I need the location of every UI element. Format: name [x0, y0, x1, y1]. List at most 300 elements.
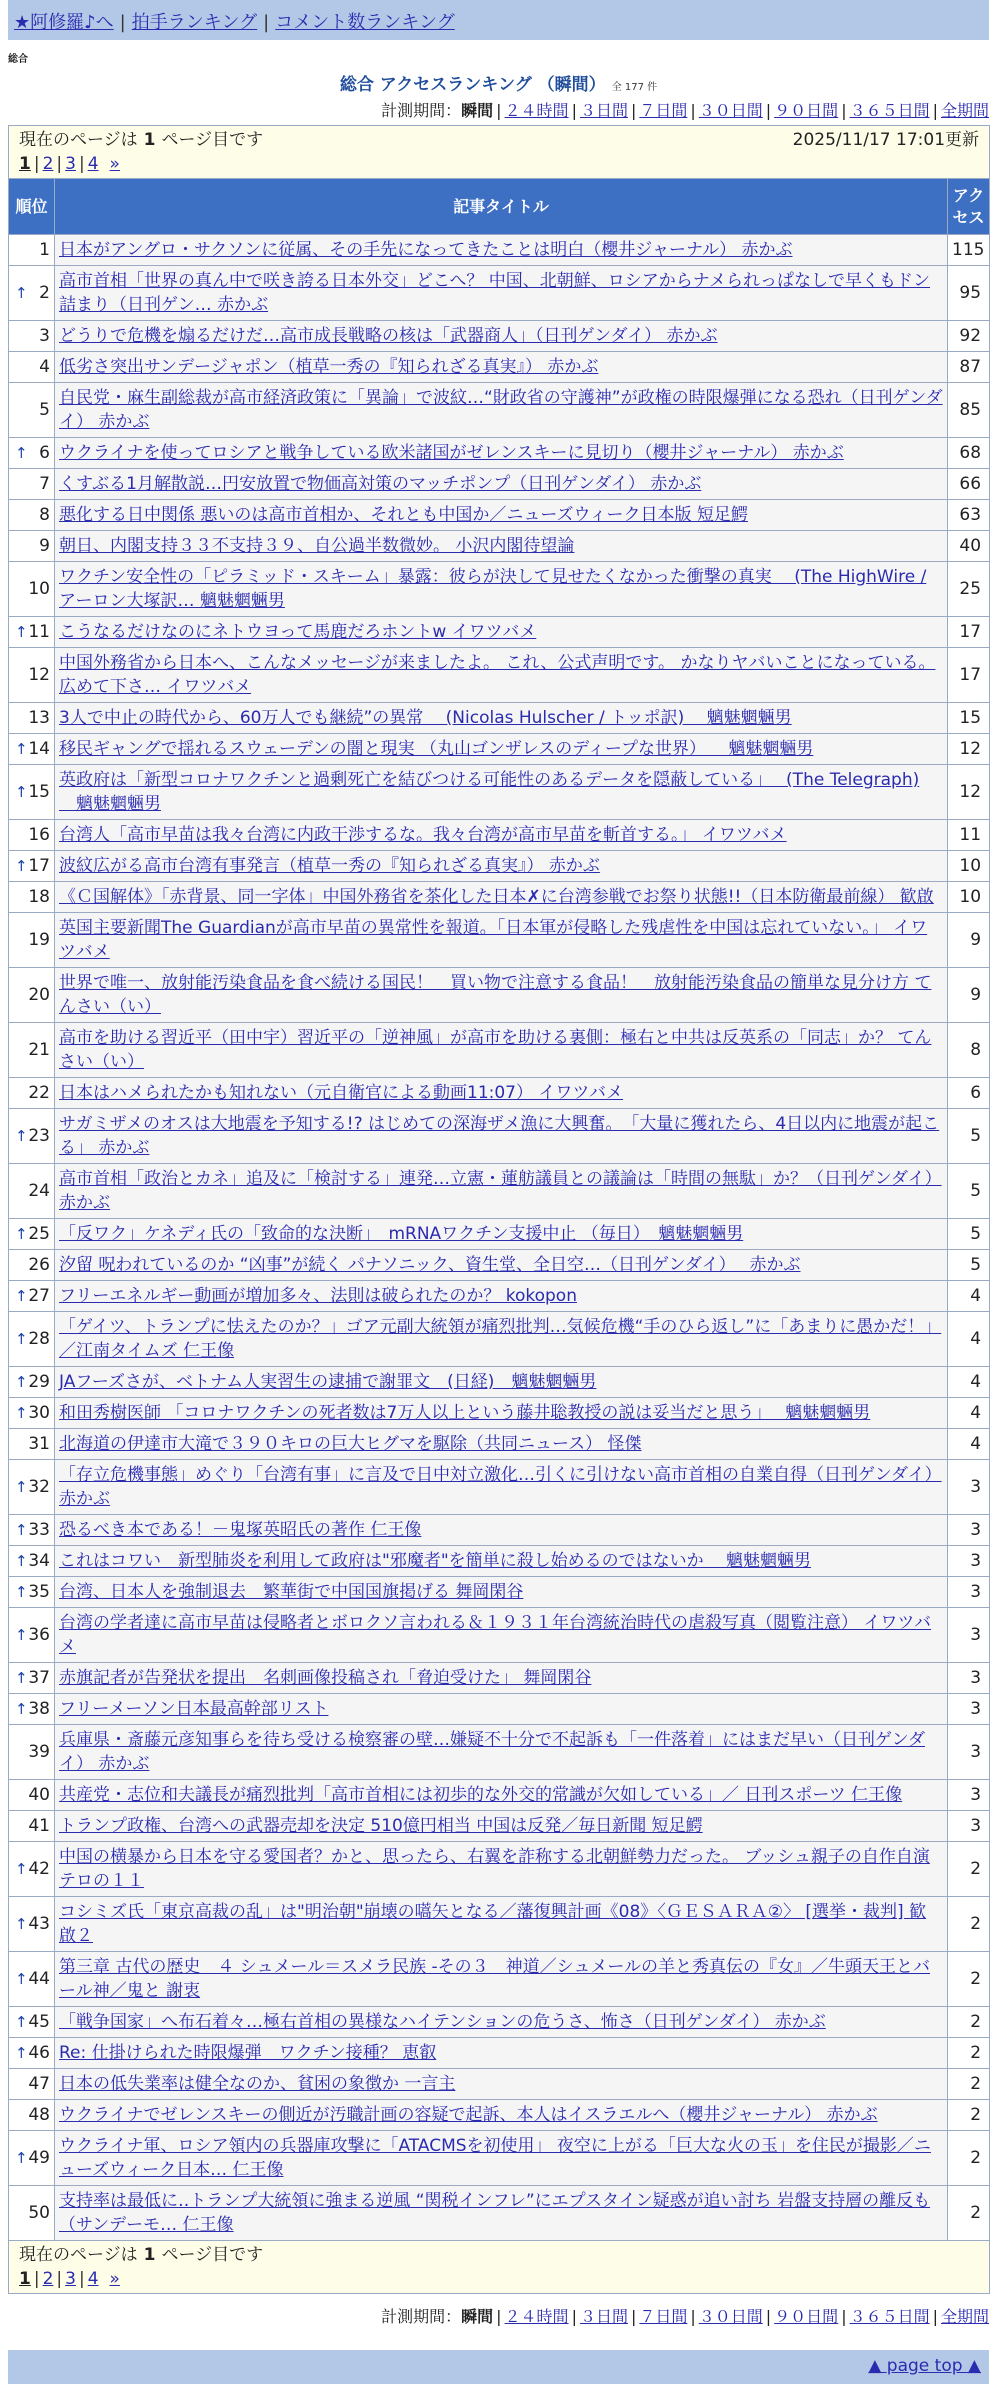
article-link[interactable]: くすぶる1月解散説…円安放置で物価高対策のマッチポンプ（日刊ゲンダイ） 赤かぶ: [59, 474, 702, 494]
article-link[interactable]: 兵庫県・斎藤元彦知事らを待ち受ける検察審の壁…嫌疑不十分で不起訴も「一件落着」にはまだ早い（日刊ゲンダイ） 赤かぶ: [59, 1730, 925, 1774]
article-link[interactable]: 3人で中止の時代から、60万人でも継続”の異常 (Nicolas Hulscher / トッポ訳) 魑魅魍魎男: [59, 708, 792, 728]
table-row: [9, 913, 990, 968]
article-link[interactable]: 世界で唯一、放射能汚染食品を食べ続ける国民！ 買い物で注意する食品！ 放射能汚染食品の簡単な見分け方 てんさい（い）: [59, 973, 932, 1017]
top-nav-bar: [8, 0, 989, 40]
period-link[interactable]: ７日間: [639, 101, 688, 120]
clap-ranking-link[interactable]: 拍手ランキング: [131, 12, 258, 33]
access-count: 40: [948, 531, 990, 562]
access-count: 66: [948, 469, 990, 500]
rank-up-arrow-icon: ↑: [15, 1225, 28, 1243]
rank-cell: [9, 438, 55, 469]
table-row: [9, 617, 990, 648]
page-separator: |: [56, 154, 63, 174]
period-link[interactable]: ３日間: [579, 101, 628, 120]
table-row: [9, 1811, 990, 1842]
period-link[interactable]: ３０日間: [698, 101, 763, 120]
current-page-number: 1: [19, 154, 31, 174]
article-link[interactable]: 恐るべき本である！－鬼塚英昭氏の著作 仁王像: [59, 1520, 422, 1540]
title-cell: [55, 1078, 948, 1109]
title-cell: [55, 2069, 948, 2100]
page-link[interactable]: 3: [65, 154, 76, 174]
ranking-heading: [0, 70, 997, 95]
rank-number: 6: [39, 443, 50, 463]
access-count: 2: [948, 2186, 990, 2241]
page-link[interactable]: 4: [87, 2269, 99, 2289]
home-link[interactable]: ★阿修羅♪へ: [14, 12, 114, 33]
title-cell: [55, 1897, 948, 1952]
rank-cell: [9, 2186, 55, 2241]
rank-number: 33: [28, 1520, 50, 1540]
rank-cell: [9, 1164, 55, 1219]
nav-separator: |: [263, 12, 270, 33]
title-cell: [55, 2131, 948, 2186]
rank-number: 21: [28, 1040, 50, 1060]
access-count: 4: [948, 1367, 990, 1398]
article-link[interactable]: 和田秀樹医師 「コロナワクチンの死者数は7万人以上という藤井聡教授の説は妥当だと思う」 魑魅魍魎男: [59, 1403, 871, 1423]
rank-number: 18: [28, 887, 50, 907]
rank-up-arrow-icon: ↑: [15, 444, 28, 462]
rank-up-arrow-icon: ↑: [15, 740, 28, 758]
page-link[interactable]: 2: [42, 154, 54, 174]
page-top-link[interactable]: ▲ page top ▲: [868, 2356, 981, 2376]
access-count: 63: [948, 500, 990, 531]
article-link[interactable]: ウクライナを使ってロシアと戦争している欧米諸国がゼレンスキーに見切り（櫻井ジャーナル） 赤かぶ: [59, 443, 844, 463]
pager-row: [9, 126, 990, 179]
table-row: [9, 2038, 990, 2069]
rank-number: 9: [39, 536, 50, 556]
rank-cell: [9, 266, 55, 321]
current-page-number: 1: [19, 2269, 31, 2289]
rank-cell: [9, 765, 55, 820]
article-link[interactable]: 「ゲイツ、トランプに怯えたのか？」ゴア元副大統領が痛烈批判…気候危機“手のひら返し”に「あまりに愚かだ！」／江南タイムズ 仁王像: [59, 1317, 942, 1361]
next-page-link[interactable]: »: [109, 2269, 120, 2289]
rank-number: 41: [28, 1816, 50, 1836]
rank-number: 16: [28, 825, 50, 845]
title-cell: [55, 648, 948, 703]
article-link[interactable]: フリーメーソン日本最高幹部リスト: [59, 1699, 329, 1719]
article-link[interactable]: 第三章 古代の歴史 ４ シュメール＝スメラ民族 -その３ 神道／シュメールの羊と秀真伝の『女』／牛頭天王とバール神／鬼と 謝衷: [59, 1957, 930, 2001]
rank-number: 38: [28, 1699, 50, 1719]
rank-up-arrow-icon: ↑: [15, 1860, 28, 1878]
rank-cell: [9, 1460, 55, 1515]
rank-number: 37: [28, 1668, 50, 1688]
rank-cell: [9, 1694, 55, 1725]
article-link[interactable]: 台湾、日本人を強制退去 繁華街で中国国旗掲げる 舞岡閑谷: [59, 1582, 524, 1602]
table-row: [9, 851, 990, 882]
rank-number: 44: [28, 1969, 50, 1989]
category-label: 総合: [8, 54, 28, 65]
article-link[interactable]: 朝日、内閣支持３３不支持３９、自公過半数微妙。 小沢内閣待望論: [59, 536, 575, 556]
title-cell: [55, 438, 948, 469]
article-link[interactable]: サガミザメのオスは大地震を予知する!? はじめての深海ザメ漁に大興奮。 「大量に獲れたら、4日以内に地震が起こる」 赤かぶ: [59, 1114, 940, 1158]
title-cell: [55, 500, 948, 531]
rank-up-arrow-icon: ↑: [15, 1626, 28, 1644]
page-info-prefix: 現在のページは: [19, 130, 138, 150]
title-cell: [55, 820, 948, 851]
footer-bar: [8, 2350, 989, 2384]
rank-number: 22: [28, 1083, 50, 1103]
rank-cell: [9, 648, 55, 703]
rank-number: 49: [28, 2148, 50, 2168]
table-row: [9, 1078, 990, 1109]
title-cell: [55, 1952, 948, 2007]
access-count: 68: [948, 438, 990, 469]
title-cell: [55, 1694, 948, 1725]
rank-number: 47: [28, 2074, 50, 2094]
table-row: [9, 1577, 990, 1608]
table-row: [9, 438, 990, 469]
pager-info-line: [19, 128, 979, 152]
access-count: 6: [948, 1078, 990, 1109]
rank-cell: [9, 469, 55, 500]
title-cell: [55, 469, 948, 500]
period-separator: |: [630, 2307, 637, 2326]
access-count: 3: [948, 1663, 990, 1694]
period-separator: |: [630, 101, 637, 120]
title-cell: [55, 882, 948, 913]
rank-number: 30: [28, 1403, 50, 1423]
period-separator: |: [765, 2307, 772, 2326]
rank-number: 8: [39, 505, 50, 525]
period-current: 瞬間: [461, 2307, 494, 2326]
rank-number: 11: [28, 622, 50, 642]
article-link[interactable]: どうりで危機を煽るだけだ…高市成長戦略の核は「武器商人」（日刊ゲンダイ） 赤かぶ: [59, 326, 718, 346]
rank-number: 14: [28, 739, 50, 759]
table-row: [9, 765, 990, 820]
title-cell: [55, 321, 948, 352]
table-row: [9, 2069, 990, 2100]
article-link[interactable]: ウクライナでゼレンスキーの側近が汚職計画の容疑で起訴、本人はイスラエルへ（櫻井ジャーナル） 赤かぶ: [59, 2105, 878, 2125]
article-link[interactable]: 移民ギャングで揺れるスウェーデンの闇と現実 （丸山ゴンザレスのディープな世界） 魑魅魍魎男: [59, 739, 814, 759]
rank-cell: [9, 2038, 55, 2069]
page-info-suffix: ページ目です: [161, 130, 264, 150]
access-count: 17: [948, 648, 990, 703]
access-count: 4: [948, 1312, 990, 1367]
rank-up-arrow-icon: ↑: [15, 1669, 28, 1687]
access-count: 3: [948, 1460, 990, 1515]
rank-cell: [9, 1842, 55, 1897]
table-row: [9, 469, 990, 500]
rank-up-arrow-icon: ↑: [15, 1583, 28, 1601]
title-cell: [55, 1515, 948, 1546]
rank-up-arrow-icon: ↑: [15, 1521, 28, 1539]
rank-up-arrow-icon: ↑: [15, 1287, 28, 1305]
title-cell: [55, 266, 948, 321]
page-separator: |: [78, 154, 85, 174]
rank-number: 17: [28, 856, 50, 876]
rank-cell: [9, 1780, 55, 1811]
pager-row: [9, 2241, 990, 2294]
table-row: [9, 1608, 990, 1663]
rank-number: 7: [39, 474, 50, 494]
access-count: 5: [948, 1164, 990, 1219]
access-count: 2: [948, 1952, 990, 2007]
access-count: 3: [948, 1780, 990, 1811]
rank-cell: [9, 703, 55, 734]
rank-number: 31: [28, 1434, 50, 1454]
current-page-info: [19, 2243, 263, 2267]
access-count: 2: [948, 2007, 990, 2038]
article-link[interactable]: 台湾人「高市早苗は我々台湾に内政干渉するな。我々台湾が高市早苗を斬首する。」 イワツバメ: [59, 825, 787, 845]
rank-cell: [9, 1023, 55, 1078]
period-link[interactable]: 全期間: [940, 2307, 989, 2326]
rank-cell: [9, 1219, 55, 1250]
article-link[interactable]: 「反ワク」ケネディ氏の「致命的な決断」 mRNAワクチン支援中止 （毎日） 魑魅魍魎男: [59, 1224, 744, 1244]
title-cell: [55, 383, 948, 438]
rank-number: 25: [28, 1224, 50, 1244]
pager-info-line: [19, 2243, 979, 2267]
page-info-number: 1: [143, 2245, 156, 2265]
rank-cell: [9, 1398, 55, 1429]
table-row: [9, 1694, 990, 1725]
article-link[interactable]: 悪化する日中関係 悪いのは高市首相か、それとも中国か／ニューズウィーク日本版 短足鰐: [59, 505, 748, 525]
current-page-info: [19, 128, 263, 152]
access-count: 10: [948, 882, 990, 913]
table-row: [9, 648, 990, 703]
period-separator: |: [571, 2307, 577, 2326]
article-link[interactable]: ワクチン安全性の「ピラミッド・スキーム」暴露：彼らが決して見せたくなかった衝撃の真実 (The HighWire / アーロン大塚訳… 魑魅魍魎男: [59, 567, 927, 611]
pagination: [19, 152, 979, 176]
period-link[interactable]: ３日間: [579, 2307, 628, 2326]
article-link[interactable]: 「存立危機事態」めぐり「台湾有事」に言及で日中対立激化…引くに引けない高市首相の自業自得（日刊ゲンダイ） 赤かぶ: [59, 1465, 942, 1509]
table-row: [9, 235, 990, 266]
rank-cell: [9, 882, 55, 913]
rank-cell: [9, 321, 55, 352]
access-count: 2: [948, 1897, 990, 1952]
rank-number: 35: [28, 1582, 50, 1602]
access-count: 9: [948, 913, 990, 968]
period-link[interactable]: ３６５日間: [849, 2307, 930, 2326]
table-row: [9, 1952, 990, 2007]
rank-up-arrow-icon: ↑: [15, 2149, 28, 2167]
access-count: 5: [948, 1219, 990, 1250]
title-cell: [55, 1367, 948, 1398]
article-link[interactable]: 日本はハメられたかも知れない（元自衛官による動画11:07） イワツバメ: [59, 1083, 624, 1103]
period-link[interactable]: ９０日間: [774, 2307, 839, 2326]
page-link[interactable]: 3: [65, 2269, 76, 2289]
article-link[interactable]: フリーエネルギー動画が増加多々、法則は破られたのか？ kokopon: [59, 1286, 577, 1306]
rank-up-arrow-icon: ↑: [15, 1700, 28, 1718]
article-link[interactable]: 支持率は最低に‥トランプ大統領に強まる逆風 “関税インフレ”にエプスタイン疑惑が追い討ち 岩盤支持層の離反も（サンデーモ… 仁王像: [59, 2191, 931, 2235]
table-row: [9, 1312, 990, 1367]
article-link[interactable]: 日本の低失業率は健全なのか、貧困の象徴か 一言主: [59, 2074, 456, 2094]
pagination: [19, 2267, 979, 2291]
article-link[interactable]: ウクライナ軍、ロシア領内の兵器庫攻撃に「ATACMSを初使用」 夜空に上がる「巨大な火の玉」を住民が撮影／ニューズウィーク日本… 仁王像: [59, 2136, 931, 2180]
access-count: 25: [948, 562, 990, 617]
rank-cell: [9, 1109, 55, 1164]
rank-up-arrow-icon: ↑: [15, 1330, 28, 1348]
rank-up-arrow-icon: ↑: [15, 1478, 28, 1496]
article-link[interactable]: 高市首相「政治とカネ」追及に「検討する」連発…立憲・蓮舫議員との議論は「時間の無駄」か？（日刊ゲンダイ） 赤かぶ: [59, 1169, 942, 1213]
period-separator: |: [841, 2307, 847, 2326]
title-cell: [55, 765, 948, 820]
title-cell: [55, 2007, 948, 2038]
rank-number: 19: [28, 930, 50, 950]
title-cell: [55, 1250, 948, 1281]
title-cell: [55, 2038, 948, 2069]
rank-number: 29: [28, 1372, 50, 1392]
table-row: [9, 1780, 990, 1811]
rank-up-arrow-icon: ↑: [15, 2044, 28, 2062]
rank-column-header: 順位: [9, 179, 55, 235]
rank-number: 13: [28, 708, 50, 728]
period-separator: |: [765, 101, 772, 120]
article-link[interactable]: 自民党・麻生副総裁が高市経済政策に「異論」で波紋…“財政省の守護神”が政権の時限爆弾になる恐れ（日刊ゲンダイ） 赤かぶ: [59, 388, 943, 432]
rank-number: 1: [39, 240, 50, 260]
article-link[interactable]: これはコワい 新型肺炎を利用して政府は"邪魔者"を簡単に殺し始めるのではないか 魑魅魍魎男: [59, 1551, 812, 1571]
rank-cell: [9, 1663, 55, 1694]
access-count: 87: [948, 352, 990, 383]
article-link[interactable]: こうなるだけなのにネトウヨって馬鹿だろホントw イワツバメ: [59, 622, 537, 642]
page-separator: |: [56, 2269, 63, 2289]
table-row: [9, 1023, 990, 1078]
title-cell: [55, 617, 948, 648]
article-link[interactable]: 赤旗記者が告発状を提出 名刺画像投稿され「脅迫受けた」 舞岡閑谷: [59, 1668, 592, 1688]
rank-number: 39: [28, 1742, 50, 1762]
article-link[interactable]: コシミズ氏「東京高裁の乱」は"明治朝"崩壊の嚆矢となる／藩復興計画《08》〈ＧＥＳＡＲＡ②〉 [選挙・裁判] 歓啟２: [59, 1902, 927, 1946]
table-row: [9, 734, 990, 765]
total-count: 全 177 件: [611, 82, 658, 93]
article-link[interactable]: 汐留 呪われているのか “凶事”が続く パナソニック、資生堂、全日空…（日刊ゲンダイ） 赤かぶ: [59, 1255, 801, 1275]
table-row: [9, 1219, 990, 1250]
title-cell: [55, 1811, 948, 1842]
table-row: [9, 321, 990, 352]
rank-cell: [9, 500, 55, 531]
page-separator: |: [78, 2269, 85, 2289]
access-count: 4: [948, 1398, 990, 1429]
title-cell: [55, 1780, 948, 1811]
period-label: 計測期間：: [381, 101, 462, 120]
period-selector: [0, 98, 989, 120]
article-link[interactable]: 中国外務省から日本へ、こんなメッセージが来ましたよ。 これ、公式声明です。 かなりヤバいことになっている。 広めて下さ… イワツバメ: [59, 653, 936, 697]
table-row: [9, 1663, 990, 1694]
article-link[interactable]: 日本がアングロ・サクソンに従属、その手先になってきたことは明白（櫻井ジャーナル） 赤かぶ: [59, 240, 793, 260]
period-link[interactable]: ２４時間: [504, 2307, 569, 2326]
article-link[interactable]: 中国の横暴から日本を守る愛国者？かと、思ったら、右翼を詐称する北朝鮮勢力だった。 ブッシュ親子の自作自演テロの１１: [59, 1847, 930, 1891]
period-link[interactable]: ３６５日間: [849, 101, 930, 120]
page-info-prefix: 現在のページは: [19, 2245, 138, 2265]
rank-number: 12: [28, 665, 50, 685]
rank-cell: [9, 968, 55, 1023]
access-count: 3: [948, 1577, 990, 1608]
article-link[interactable]: 高市を助ける習近平（田中宇）習近平の「逆神風」が高市を助ける裏側：極右と中共は反英系の「同志」か？ てんさい（い）: [59, 1028, 932, 1072]
rank-cell: [9, 2069, 55, 2100]
article-link[interactable]: 英国主要新聞The Guardianが高市早苗の異常性を報道。「日本軍が侵略した残虐性を中国は忘れていない。」 イワツバメ: [59, 918, 928, 962]
access-count: 2: [948, 2069, 990, 2100]
access-count: 2: [948, 1842, 990, 1897]
access-count: 4: [948, 1429, 990, 1460]
title-cell: [55, 562, 948, 617]
table-row: [9, 500, 990, 531]
period-separator: |: [496, 101, 502, 120]
rank-up-arrow-icon: ↑: [15, 857, 28, 875]
period-link[interactable]: ２４時間: [504, 101, 569, 120]
title-cell: [55, 1023, 948, 1078]
table-row: [9, 2007, 990, 2038]
rank-cell: [9, 1250, 55, 1281]
pager-cell: [9, 2241, 990, 2294]
article-link[interactable]: 波紋広がる高市台湾有事発言（植草一秀の『知られざる真実』） 赤かぶ: [59, 856, 600, 876]
title-cell: [55, 352, 948, 383]
rank-up-arrow-icon: ↑: [15, 1373, 28, 1391]
access-count: 12: [948, 765, 990, 820]
access-count: 2: [948, 2038, 990, 2069]
rank-number: 26: [28, 1255, 50, 1275]
rank-cell: [9, 1608, 55, 1663]
rank-number: 27: [28, 1286, 50, 1306]
access-count: 9: [948, 968, 990, 1023]
article-link[interactable]: 「戦争国家」へ布石着々…極右首相の異様なハイテンションの危うさ、怖さ（日刊ゲンダイ） 赤かぶ: [59, 2012, 826, 2032]
rank-cell: [9, 1367, 55, 1398]
ranking-title: 総合 アクセスランキング （瞬間）: [339, 75, 606, 95]
title-cell: [55, 1219, 948, 1250]
rank-cell: [9, 913, 55, 968]
table-row: [9, 1281, 990, 1312]
comment-ranking-link[interactable]: コメント数ランキング: [275, 12, 455, 33]
page-info-number: 1: [143, 130, 156, 150]
title-cell: [55, 235, 948, 266]
period-link[interactable]: ７日間: [639, 2307, 688, 2326]
rank-number: 10: [28, 579, 50, 599]
access-column-header: アクセス: [948, 179, 990, 235]
article-link[interactable]: 台湾の学者達に高市早苗は侵略者とボロクソ言われる＆１９３１年台湾統治時代の虐殺写真（閲覧注意） イワツバメ: [59, 1613, 932, 1657]
article-link[interactable]: 高市首相「世界の真ん中で咲き誇る日本外交」どこへ？ 中国、北朝鮮、ロシアからナメられっぱなしで早くもドン詰まり（日刊ゲン… 赤かぶ: [59, 271, 931, 315]
table-row: [9, 1842, 990, 1897]
rank-up-arrow-icon: ↑: [15, 1404, 28, 1422]
rank-up-arrow-icon: ↑: [15, 284, 28, 302]
access-count: 5: [948, 1250, 990, 1281]
rank-cell: [9, 2100, 55, 2131]
rank-cell: [9, 1811, 55, 1842]
period-separator: |: [690, 2307, 696, 2326]
article-link[interactable]: Re: 仕掛けられた時限爆弾 ワクチン接種？ 恵叡: [59, 2043, 437, 2063]
rank-number: 4: [39, 357, 50, 377]
article-link[interactable]: 共産党・志位和夫議長が痛烈批判「高市首相には初歩的な外交的常識が欠如している」／ 日刊スポーツ 仁王像: [59, 1785, 903, 1805]
rank-cell: [9, 2131, 55, 2186]
access-count: 115: [948, 235, 990, 266]
article-link[interactable]: JAフーズさが、ベトナム人実習生の逮捕で謝罪文 (日経) 魑魅魍魎男: [59, 1372, 597, 1392]
period-link[interactable]: ９０日間: [774, 101, 839, 120]
period-link[interactable]: 全期間: [940, 101, 989, 120]
table-row: [9, 1109, 990, 1164]
access-count: 92: [948, 321, 990, 352]
period-separator: |: [496, 2307, 502, 2326]
rank-cell: [9, 1078, 55, 1109]
rank-cell: [9, 1312, 55, 1367]
page-separator: |: [33, 2269, 40, 2289]
rank-up-arrow-icon: ↑: [15, 1915, 28, 1933]
article-link[interactable]: 低劣さ突出サンデージャポン（植草一秀の『知られざる真実』） 赤かぶ: [59, 357, 599, 377]
access-count: 5: [948, 1109, 990, 1164]
title-cell: [55, 734, 948, 765]
rank-cell: [9, 1515, 55, 1546]
table-row: [9, 531, 990, 562]
article-link[interactable]: 英政府は「新型コロナワクチンと過剰死亡を結びつける可能性のあるデータを隠蔽している」 (The Telegraph) 魑魅魍魎男: [59, 770, 920, 814]
rank-cell: [9, 1429, 55, 1460]
article-link[interactable]: 《Ｃ国解体》「赤背景、同一字体」中国外務省を茶化した日本✗に台湾参戦でお祭り状態!!（日本防衛最前線） 歓啟: [59, 887, 934, 907]
page-link[interactable]: 2: [42, 2269, 54, 2289]
article-link[interactable]: 北海道の伊達市大滝で３９０キロの巨大ヒグマを駆除（共同ニュース） 怪傑: [59, 1434, 642, 1454]
access-count: 85: [948, 383, 990, 438]
period-link[interactable]: ３０日間: [698, 2307, 763, 2326]
next-page-link[interactable]: »: [109, 154, 120, 174]
article-link[interactable]: トランプ政権、台湾への武器売却を決定 510億円相当 中国は反発／毎日新聞 短足鰐: [59, 1816, 703, 1836]
access-count: 3: [948, 1694, 990, 1725]
rank-number: 32: [28, 1477, 50, 1497]
rank-number: 46: [28, 2043, 50, 2063]
rank-cell: [9, 235, 55, 266]
page-link[interactable]: 4: [87, 154, 99, 174]
